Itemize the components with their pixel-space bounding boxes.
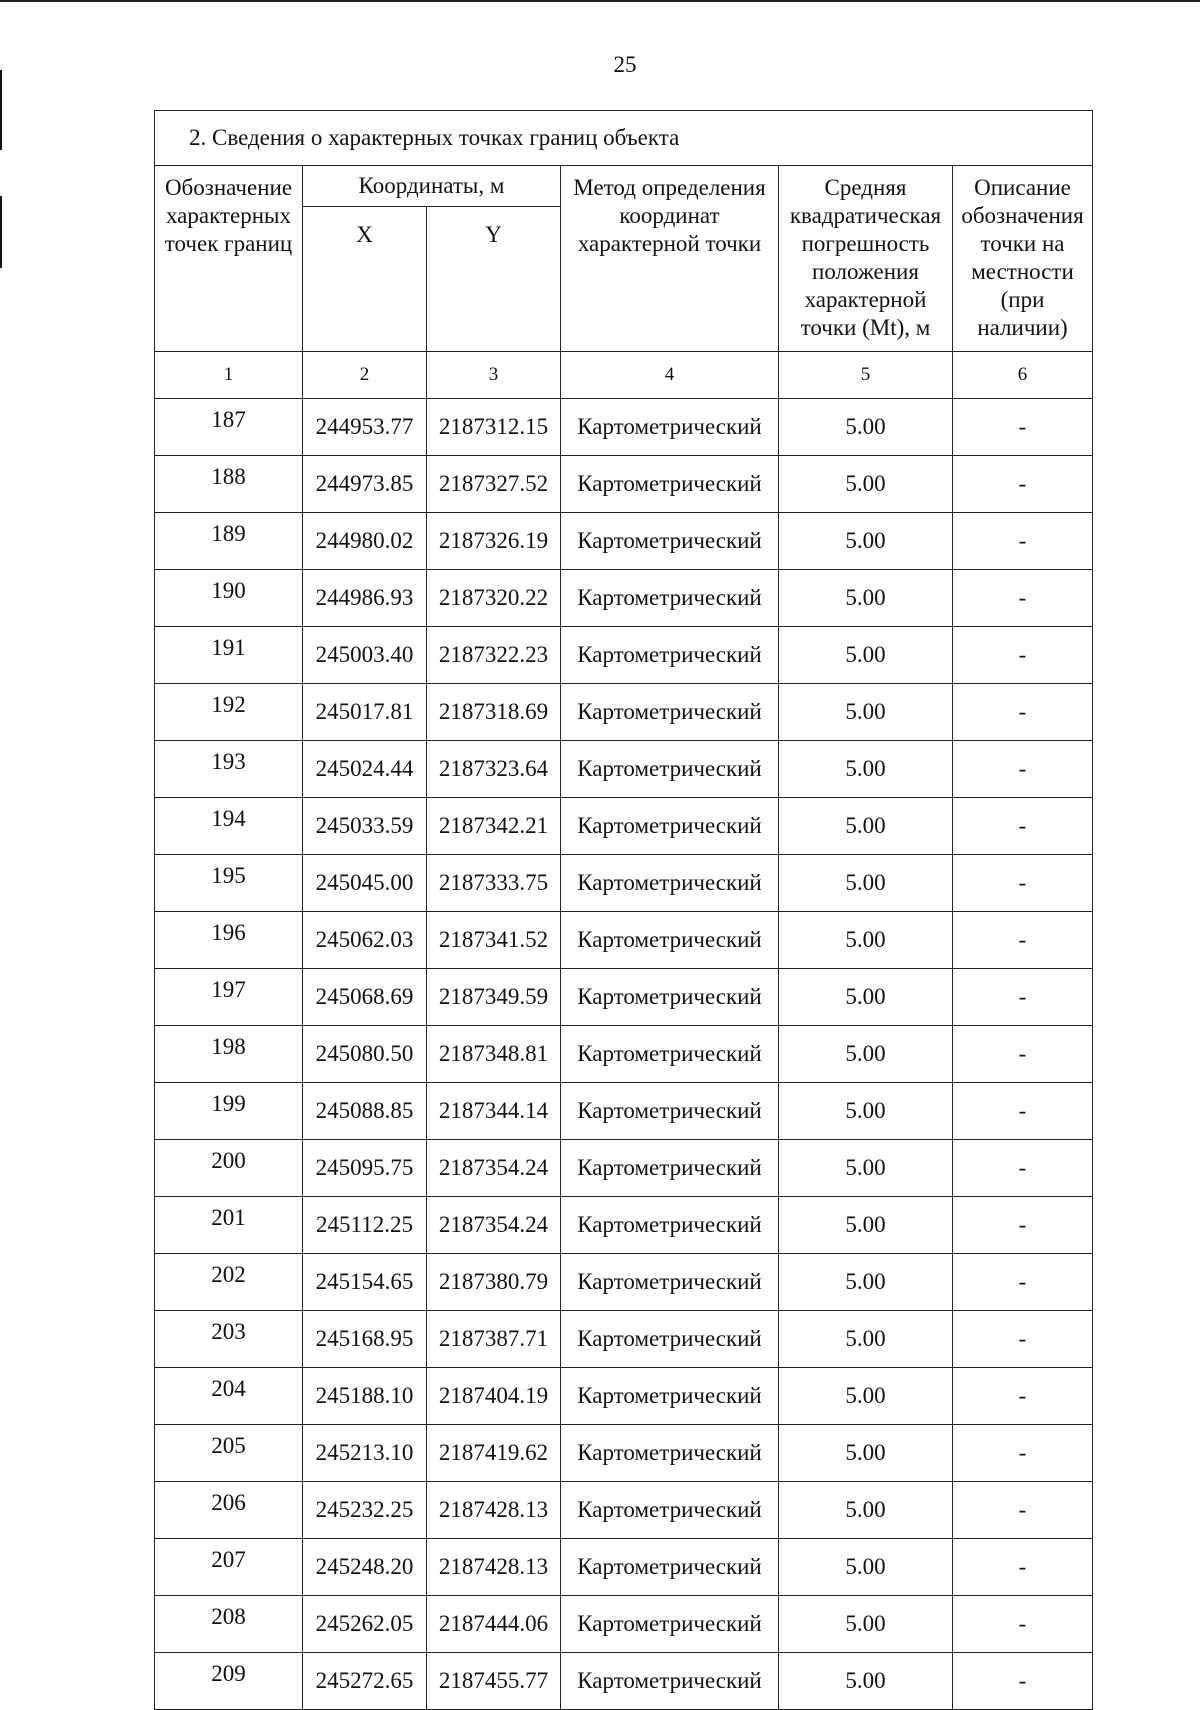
method-cell: Картометрический	[561, 1254, 779, 1311]
x-coordinate-cell: 245168.95	[303, 1311, 427, 1368]
section-title: 2. Сведения о характерных точках границ объекта	[155, 111, 1093, 166]
table-row	[155, 1425, 1093, 1482]
y-coordinate-cell: 2187341.52	[427, 912, 561, 969]
y-coordinate-cell: 2187320.22	[427, 570, 561, 627]
point-id-cell: 205	[155, 1425, 303, 1482]
point-id-cell: 200	[155, 1140, 303, 1197]
description-cell: -	[953, 1596, 1093, 1653]
method-cell: Картометрический	[561, 741, 779, 798]
x-coordinate-cell: 245024.44	[303, 741, 427, 798]
error-cell: 5.00	[779, 855, 953, 912]
error-cell: 5.00	[779, 399, 953, 456]
method-cell: Картометрический	[561, 1311, 779, 1368]
method-cell: Картометрический	[561, 969, 779, 1026]
table-row	[155, 399, 1093, 456]
error-cell: 5.00	[779, 1026, 953, 1083]
point-id-cell: 195	[155, 855, 303, 912]
description-cell: -	[953, 912, 1093, 969]
method-cell: Картометрический	[561, 1425, 779, 1482]
table-row	[155, 1083, 1093, 1140]
description-cell: -	[953, 684, 1093, 741]
x-coordinate-cell: 245095.75	[303, 1140, 427, 1197]
y-coordinate-cell: 2187428.13	[427, 1539, 561, 1596]
point-id-cell: 189	[155, 513, 303, 570]
x-coordinate-cell: 245062.03	[303, 912, 427, 969]
description-cell: -	[953, 1311, 1093, 1368]
point-id-cell: 202	[155, 1254, 303, 1311]
column-number: 6	[953, 352, 1093, 399]
error-cell: 5.00	[779, 912, 953, 969]
method-cell: Картометрический	[561, 1140, 779, 1197]
description-cell: -	[953, 1539, 1093, 1596]
point-id-cell: 192	[155, 684, 303, 741]
method-cell: Картометрический	[561, 1083, 779, 1140]
description-cell: -	[953, 1368, 1093, 1425]
y-coordinate-cell: 2187444.06	[427, 1596, 561, 1653]
column-number: 1	[155, 352, 303, 399]
x-coordinate-cell: 245262.05	[303, 1596, 427, 1653]
x-coordinate-cell: 245272.65	[303, 1653, 427, 1710]
x-coordinate-cell: 245232.25	[303, 1482, 427, 1539]
error-cell: 5.00	[779, 1539, 953, 1596]
table-row	[155, 1254, 1093, 1311]
error-cell: 5.00	[779, 1425, 953, 1482]
x-coordinate-cell: 245003.40	[303, 627, 427, 684]
header-coordinates: Координаты, м	[303, 166, 561, 207]
header-description: Описание обозначения точки на местности (при наличии)	[953, 166, 1093, 352]
error-cell: 5.00	[779, 1140, 953, 1197]
x-coordinate-cell: 245112.25	[303, 1197, 427, 1254]
description-cell: -	[953, 627, 1093, 684]
table-row	[155, 1368, 1093, 1425]
header-designation: Обозначение характерных точек границ	[155, 166, 303, 352]
y-coordinate-cell: 2187354.24	[427, 1197, 561, 1254]
table-row	[155, 1482, 1093, 1539]
error-cell: 5.00	[779, 741, 953, 798]
error-cell: 5.00	[779, 969, 953, 1026]
page-number: 25	[613, 52, 637, 77]
error-cell: 5.00	[779, 798, 953, 855]
y-coordinate-cell: 2187354.24	[427, 1140, 561, 1197]
error-cell: 5.00	[779, 1653, 953, 1710]
method-cell: Картометрический	[561, 684, 779, 741]
header-y: Y	[427, 207, 561, 352]
point-id-cell: 197	[155, 969, 303, 1026]
column-numbers-row	[155, 352, 1093, 399]
header-error: Средняя квадратическая погрешность положения характерной точки (Mt), м	[779, 166, 953, 352]
point-id-cell: 188	[155, 456, 303, 513]
header-x: X	[303, 207, 427, 352]
y-coordinate-cell: 2187344.14	[427, 1083, 561, 1140]
point-id-cell: 204	[155, 1368, 303, 1425]
y-coordinate-cell: 2187326.19	[427, 513, 561, 570]
method-cell: Картометрический	[561, 627, 779, 684]
table-row	[155, 570, 1093, 627]
point-id-cell: 198	[155, 1026, 303, 1083]
error-cell: 5.00	[779, 1311, 953, 1368]
error-cell: 5.00	[779, 1482, 953, 1539]
y-coordinate-cell: 2187318.69	[427, 684, 561, 741]
table-row	[155, 1539, 1093, 1596]
point-id-cell: 196	[155, 912, 303, 969]
point-id-cell: 191	[155, 627, 303, 684]
description-cell: -	[953, 855, 1093, 912]
table-row	[155, 969, 1093, 1026]
x-coordinate-cell: 244980.02	[303, 513, 427, 570]
x-coordinate-cell: 245154.65	[303, 1254, 427, 1311]
method-cell: Картометрический	[561, 912, 779, 969]
method-cell: Картометрический	[561, 1482, 779, 1539]
x-coordinate-cell: 245017.81	[303, 684, 427, 741]
column-number: 5	[779, 352, 953, 399]
point-id-cell: 193	[155, 741, 303, 798]
y-coordinate-cell: 2187404.19	[427, 1368, 561, 1425]
point-id-cell: 201	[155, 1197, 303, 1254]
method-cell: Картометрический	[561, 1539, 779, 1596]
description-cell: -	[953, 1653, 1093, 1710]
table-row	[155, 798, 1093, 855]
description-cell: -	[953, 1140, 1093, 1197]
method-cell: Картометрический	[561, 1026, 779, 1083]
error-cell: 5.00	[779, 1197, 953, 1254]
table-row	[155, 513, 1093, 570]
method-cell: Картометрический	[561, 798, 779, 855]
error-cell: 5.00	[779, 1368, 953, 1425]
error-cell: 5.00	[779, 1254, 953, 1311]
y-coordinate-cell: 2187323.64	[427, 741, 561, 798]
error-cell: 5.00	[779, 627, 953, 684]
error-cell: 5.00	[779, 570, 953, 627]
y-coordinate-cell: 2187387.71	[427, 1311, 561, 1368]
point-id-cell: 203	[155, 1311, 303, 1368]
point-id-cell: 206	[155, 1482, 303, 1539]
x-coordinate-cell: 244953.77	[303, 399, 427, 456]
method-cell: Картометрический	[561, 570, 779, 627]
x-coordinate-cell: 245248.20	[303, 1539, 427, 1596]
method-cell: Картометрический	[561, 1368, 779, 1425]
error-cell: 5.00	[779, 513, 953, 570]
table-row	[155, 741, 1093, 798]
table-row	[155, 1311, 1093, 1368]
point-id-cell: 208	[155, 1596, 303, 1653]
x-coordinate-cell: 245080.50	[303, 1026, 427, 1083]
x-coordinate-cell: 245033.59	[303, 798, 427, 855]
column-number: 4	[561, 352, 779, 399]
scan-edge-top	[0, 0, 1200, 2]
table-row	[155, 1140, 1093, 1197]
y-coordinate-cell: 2187349.59	[427, 969, 561, 1026]
method-cell: Картометрический	[561, 513, 779, 570]
point-id-cell: 194	[155, 798, 303, 855]
description-cell: -	[953, 513, 1093, 570]
table-row	[155, 1026, 1093, 1083]
description-cell: -	[953, 1254, 1093, 1311]
error-cell: 5.00	[779, 1596, 953, 1653]
y-coordinate-cell: 2187333.75	[427, 855, 561, 912]
point-id-cell: 209	[155, 1653, 303, 1710]
method-cell: Картометрический	[561, 855, 779, 912]
error-cell: 5.00	[779, 456, 953, 513]
header-method: Метод определения координат характерной точки	[561, 166, 779, 352]
table-row	[155, 1197, 1093, 1254]
x-coordinate-cell: 245068.69	[303, 969, 427, 1026]
column-number: 3	[427, 352, 561, 399]
method-cell: Картометрический	[561, 1596, 779, 1653]
method-cell: Картометрический	[561, 456, 779, 513]
y-coordinate-cell: 2187327.52	[427, 456, 561, 513]
description-cell: -	[953, 1482, 1093, 1539]
boundary-points-table	[154, 110, 1093, 1710]
y-coordinate-cell: 2187348.81	[427, 1026, 561, 1083]
description-cell: -	[953, 1026, 1093, 1083]
x-coordinate-cell: 245045.00	[303, 855, 427, 912]
table-row	[155, 684, 1093, 741]
table-row	[155, 627, 1093, 684]
column-number: 2	[303, 352, 427, 399]
scan-edge-left	[0, 70, 2, 150]
method-cell: Картометрический	[561, 399, 779, 456]
x-coordinate-cell: 244986.93	[303, 570, 427, 627]
method-cell: Картометрический	[561, 1197, 779, 1254]
error-cell: 5.00	[779, 684, 953, 741]
description-cell: -	[953, 1197, 1093, 1254]
description-cell: -	[953, 456, 1093, 513]
description-cell: -	[953, 1083, 1093, 1140]
table-row	[155, 1653, 1093, 1710]
scan-edge-left	[0, 196, 2, 268]
point-id-cell: 199	[155, 1083, 303, 1140]
point-id-cell: 207	[155, 1539, 303, 1596]
y-coordinate-cell: 2187342.21	[427, 798, 561, 855]
description-cell: -	[953, 741, 1093, 798]
description-cell: -	[953, 798, 1093, 855]
x-coordinate-cell: 245213.10	[303, 1425, 427, 1482]
table-row	[155, 1596, 1093, 1653]
point-id-cell: 187	[155, 399, 303, 456]
method-cell: Картометрический	[561, 1653, 779, 1710]
description-cell: -	[953, 399, 1093, 456]
table-row	[155, 912, 1093, 969]
table-row	[155, 456, 1093, 513]
description-cell: -	[953, 969, 1093, 1026]
y-coordinate-cell: 2187455.77	[427, 1653, 561, 1710]
y-coordinate-cell: 2187322.23	[427, 627, 561, 684]
x-coordinate-cell: 244973.85	[303, 456, 427, 513]
point-id-cell: 190	[155, 570, 303, 627]
y-coordinate-cell: 2187380.79	[427, 1254, 561, 1311]
description-cell: -	[953, 570, 1093, 627]
x-coordinate-cell: 245188.10	[303, 1368, 427, 1425]
table-row	[155, 855, 1093, 912]
x-coordinate-cell: 245088.85	[303, 1083, 427, 1140]
error-cell: 5.00	[779, 1083, 953, 1140]
y-coordinate-cell: 2187428.13	[427, 1482, 561, 1539]
y-coordinate-cell: 2187312.15	[427, 399, 561, 456]
y-coordinate-cell: 2187419.62	[427, 1425, 561, 1482]
description-cell: -	[953, 1425, 1093, 1482]
table-body	[155, 399, 1093, 1710]
